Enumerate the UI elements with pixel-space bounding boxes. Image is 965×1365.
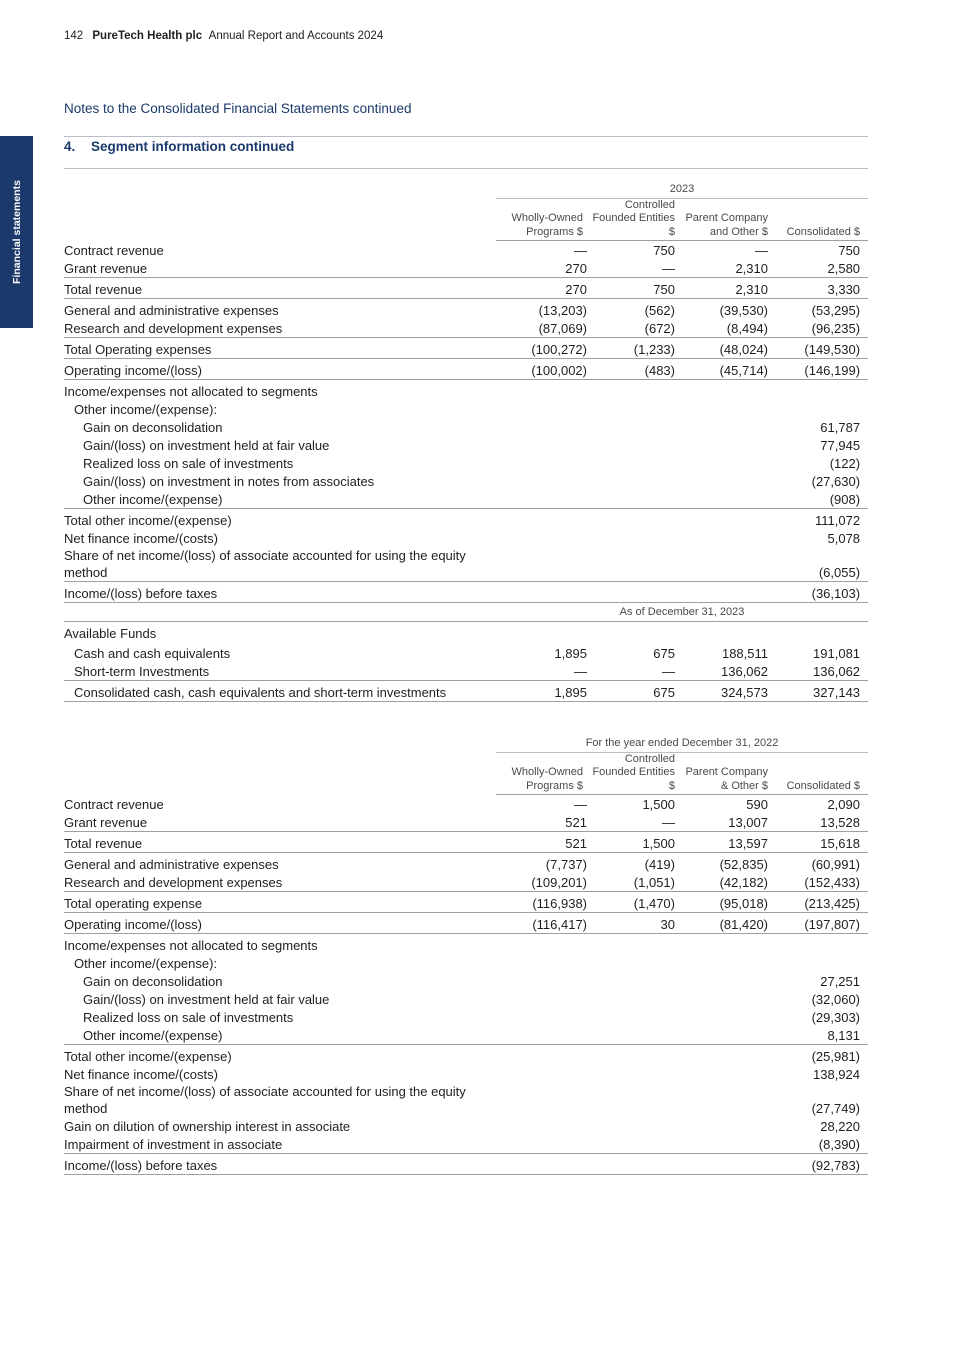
cell-value: 61,787 [820,420,861,436]
cell-value: (52,835) [683,853,776,874]
cell-value [496,418,591,436]
row-label: Income/expenses not allocated to segments [64,934,496,955]
row-label: Share of net income/(loss) of associate accounted for using the equity method [64,1084,466,1117]
column-header: Wholly-Owned Programs $ [496,199,591,241]
cell-value: (96,235) [811,321,861,337]
cell-value: (25,981) [776,1045,868,1066]
cell-value: (152,433) [804,875,860,891]
table-row [64,934,868,955]
cell-value: (27,749) [811,1101,860,1117]
row-label: Share of net income/(loss) of associate accounted for using the equity method [64,548,466,581]
table-row [64,892,868,913]
table-row [64,454,868,472]
cell-value [776,934,868,955]
cell-value: (53,295) [776,299,868,320]
row-label: Short-term Investments [74,664,210,680]
cell-value [496,1117,591,1135]
table-row [64,662,868,681]
table-row [64,1154,868,1175]
table-row [64,400,868,418]
table-row [64,509,868,530]
cell-value [496,529,591,547]
row-label: Total revenue [64,832,496,853]
cell-value [683,454,776,472]
cell-value: 27,251 [820,974,860,990]
cell-value: 1,895 [496,681,591,702]
cell-value [683,1008,776,1026]
row-label: Gain/(loss) on investment held at fair value [83,438,330,454]
row-label: Operating income/(loss) [64,913,496,934]
cell-value [496,990,591,1008]
cell-value [683,934,776,955]
cell-value: 13,007 [728,815,768,831]
cell-value [776,622,868,643]
row-label: Realized loss on sale of investments [83,456,294,472]
table-row [64,319,868,338]
row-label: Net finance income/(costs) [64,531,218,547]
period-label: 2023 [496,180,868,199]
cell-value [683,547,776,582]
cell-value [591,622,683,643]
cell-value: (116,417) [496,913,591,934]
table-row [64,418,868,436]
cell-value: 270 [565,261,587,277]
cell-value: 138,924 [813,1067,860,1083]
cell-value: — [662,261,675,277]
cell-value [683,529,776,547]
cell-value [496,1083,591,1117]
column-header-row [64,199,868,241]
period-header-row [64,734,868,753]
row-label: Income/(loss) before taxes [64,1154,496,1175]
cell-value: — [755,243,768,259]
row-label: Contract revenue [64,243,164,259]
cell-value: 521 [565,815,587,831]
cell-value: — [662,664,675,680]
cell-value [591,418,683,436]
side-tab[interactable] [0,136,33,328]
cell-value: — [574,243,587,259]
cell-value: (92,783) [776,1154,868,1175]
cell-value [683,1065,776,1083]
cell-value: (7,737) [496,853,591,874]
row-label: Research and development expenses [64,875,283,891]
cell-value: (6,055) [818,565,861,581]
cell-value: 136,062 [721,664,768,680]
cell-value: 750 [653,243,675,259]
cell-value: 675 [591,681,683,702]
cell-value: (42,182) [719,875,768,891]
cell-value [683,1045,776,1066]
note-divider [64,168,868,169]
cell-value [776,380,868,401]
cell-value: 324,573 [683,681,776,702]
table-row [64,642,868,662]
cell-value: (29,303) [811,1010,860,1026]
cell-value [776,400,868,418]
cell-value: 675 [653,646,675,662]
cell-value: 111,072 [776,509,868,530]
cell-value: 521 [496,832,591,853]
cell-value [683,490,776,509]
cell-value: (908) [829,492,861,508]
row-label: Total other income/(expense) [64,1045,496,1066]
cell-value: (39,530) [683,299,776,320]
table-row [64,972,868,990]
cell-value [496,400,591,418]
table-row [64,853,868,874]
cell-value: 15,618 [776,832,868,853]
cell-value [683,954,776,972]
table-row [64,1008,868,1026]
table-row [64,681,868,702]
cell-value: 13,597 [683,832,776,853]
cell-value: (149,530) [776,338,868,359]
page-number: 142 [64,30,84,42]
cell-value: (45,714) [683,359,776,380]
cell-value [496,509,591,530]
row-label: Total revenue [64,278,496,299]
cell-value [496,436,591,454]
cell-value: (13,203) [496,299,591,320]
side-tab-label: Financial statements [10,180,23,284]
cell-value [496,547,591,582]
cell-value: 327,143 [776,681,868,702]
row-label: General and administrative expenses [64,299,496,320]
cell-value [591,582,683,603]
row-label: Research and development expenses [64,321,283,337]
cell-value: (1,470) [591,892,683,913]
cell-value: (32,060) [811,992,860,1008]
row-label: Other income/(expense) [83,492,223,508]
cell-value: (60,991) [776,853,868,874]
cell-value [591,490,683,509]
table-row [64,622,868,643]
column-header: Parent Company & Other $ [683,753,776,795]
cell-value: 750 [591,278,683,299]
cell-value: (8,390) [818,1137,860,1153]
cell-value: (8,494) [726,321,768,337]
cell-value: (1,051) [633,875,675,891]
row-label: Grant revenue [64,815,148,831]
company-name: PureTech Health plc [92,30,203,42]
cell-value: (1,233) [591,338,683,359]
table-row [64,359,868,380]
cell-value: — [662,815,675,831]
cell-value: (48,024) [683,338,776,359]
row-label: Cash and cash equivalents [74,646,231,662]
cell-value: 188,511 [721,646,768,662]
column-header-row [64,753,868,795]
table-row [64,547,868,582]
table-row [64,380,868,401]
cell-value [776,954,868,972]
cell-value [496,1154,591,1175]
row-label: General and administrative expenses [64,853,496,874]
cell-value: (100,002) [496,359,591,380]
table-row [64,1135,868,1154]
cell-value: (562) [591,299,683,320]
column-header: Parent Company and Other $ [683,199,776,241]
cell-value: (109,201) [531,875,587,891]
row-label: Income/expenses not allocated to segments [64,380,496,401]
table-row [64,1045,868,1066]
cell-value [496,972,591,990]
table-row [64,1083,868,1117]
cell-value [591,472,683,490]
row-label: Available Funds [64,622,496,643]
cell-value [683,972,776,990]
cell-value [683,472,776,490]
cell-value: (197,807) [776,913,868,934]
cell-value [496,1008,591,1026]
cell-value: (483) [591,359,683,380]
cell-value [496,622,591,643]
cell-value [683,418,776,436]
cell-value [591,1154,683,1175]
cell-value [591,1045,683,1066]
cell-value: (672) [644,321,675,337]
row-label: Contract revenue [64,797,164,813]
cell-value: — [574,664,587,680]
row-label: Gain on deconsolidation [83,420,223,436]
row-label: Total Operating expenses [64,338,496,359]
row-label: Consolidated cash, cash equivalents and short-term investments [64,681,496,702]
row-label: Net finance income/(costs) [64,1067,218,1083]
table-row [64,259,868,278]
page-header [64,30,383,42]
table-row [64,241,868,260]
row-label: Gain/(loss) on investment held at fair value [83,992,330,1008]
column-header: Consolidated $ [776,753,868,795]
note-title: Segment information continued [91,139,295,154]
cell-value: 30 [591,913,683,934]
cell-value: 13,528 [820,815,860,831]
table-row [64,436,868,454]
segment-table-2023 [64,180,868,702]
column-header: Wholly-Owned Programs $ [496,753,591,795]
cell-value [683,380,776,401]
note-heading [64,139,294,154]
row-label: Impairment of investment in associate [64,1137,283,1153]
row-label: Gain/(loss) on investment in notes from associates [83,474,375,490]
cell-value: (27,630) [811,474,861,490]
cell-value: (146,199) [776,359,868,380]
table-row [64,832,868,853]
cell-value [591,436,683,454]
column-header: Controlled Founded Entities $ [591,753,683,795]
cell-value: (419) [591,853,683,874]
cell-value [496,490,591,509]
column-header: Controlled Founded Entities $ [591,199,683,241]
cell-value [683,990,776,1008]
cell-value [683,1026,776,1045]
cell-value [591,1008,683,1026]
row-label: Income/(loss) before taxes [64,582,496,603]
cell-value: 1,500 [591,832,683,853]
column-header: Consolidated $ [776,199,868,241]
table-row [64,1065,868,1083]
cell-value: 1,500 [642,797,675,813]
table-row [64,990,868,1008]
cell-value: (213,425) [776,892,868,913]
cell-value: 1,895 [554,646,587,662]
cell-value [591,1083,683,1117]
cell-value: (100,272) [496,338,591,359]
cell-value [496,1135,591,1154]
cell-value [591,509,683,530]
cell-value: 191,081 [813,646,861,662]
table-row [64,913,868,934]
section-title: Notes to the Consolidated Financial Statements continued [64,101,412,116]
table-row [64,1026,868,1045]
cell-value [591,380,683,401]
note-number: 4. [64,139,76,154]
table-row [64,582,868,603]
cell-value [496,454,591,472]
section-divider [64,136,868,137]
cell-value: (122) [829,456,861,472]
row-label: Gain on deconsolidation [83,974,223,990]
cell-value: (95,018) [683,892,776,913]
cell-value [683,509,776,530]
cell-value: 28,220 [820,1119,860,1135]
cell-value: (116,938) [496,892,591,913]
row-label: Gain on dilution of ownership interest in associate [64,1119,351,1135]
cell-value: 2,580 [827,261,861,277]
row-label: Other income/(expense): [74,402,218,418]
row-label: Other income/(expense) [83,1028,223,1044]
table-row [64,1117,868,1135]
cell-value [496,1065,591,1083]
cell-value: 5,078 [827,531,861,547]
cell-value: 8,131 [827,1028,860,1044]
table-row [64,873,868,892]
cell-value [496,934,591,955]
row-label: Total other income/(expense) [64,509,496,530]
cell-value [683,1117,776,1135]
cell-value [591,1117,683,1135]
funds-period-row [64,603,868,622]
table-row [64,338,868,359]
period-header-row [64,180,868,199]
cell-value: — [574,797,587,813]
cell-value [591,400,683,418]
row-label: Total operating expense [64,892,496,913]
cell-value [591,529,683,547]
cell-value: 2,310 [735,261,768,277]
cell-value [683,1135,776,1154]
cell-value: 590 [746,797,768,813]
cell-value: 77,945 [820,438,861,454]
cell-value: (36,103) [776,582,868,603]
table-row [64,795,868,814]
cell-value [496,582,591,603]
cell-value [591,1065,683,1083]
row-label: Realized loss on sale of investments [83,1010,294,1026]
cell-value [683,436,776,454]
table-row [64,299,868,320]
funds-period-label: As of December 31, 2023 [496,603,868,622]
cell-value [683,400,776,418]
cell-value [683,1083,776,1117]
cell-value [591,547,683,582]
cell-value [591,454,683,472]
cell-value [591,1026,683,1045]
table-row [64,529,868,547]
period-label: For the year ended December 31, 2022 [496,734,868,753]
cell-value [591,1135,683,1154]
table-row [64,472,868,490]
row-label: Operating income/(loss) [64,359,496,380]
cell-value [496,380,591,401]
cell-value: 2,310 [683,278,776,299]
table-row [64,278,868,299]
cell-value: 3,330 [776,278,868,299]
cell-value: 270 [496,278,591,299]
cell-value: 2,090 [827,797,860,813]
row-label: Grant revenue [64,261,148,277]
cell-value: (81,420) [683,913,776,934]
report-name: Annual Report and Accounts 2024 [208,30,384,42]
cell-value [683,622,776,643]
cell-value [591,972,683,990]
cell-value [683,582,776,603]
row-label: Other income/(expense): [74,956,218,972]
cell-value [496,472,591,490]
cell-value: 136,062 [813,664,861,680]
cell-value [496,1045,591,1066]
cell-value [591,934,683,955]
cell-value [591,954,683,972]
cell-value: 750 [838,243,861,259]
cell-value [496,954,591,972]
table-row [64,490,868,509]
table-row [64,813,868,832]
segment-table-2022 [64,734,868,1175]
cell-value [496,1026,591,1045]
cell-value: (87,069) [538,321,587,337]
table-row [64,954,868,972]
cell-value [683,1154,776,1175]
cell-value [591,990,683,1008]
